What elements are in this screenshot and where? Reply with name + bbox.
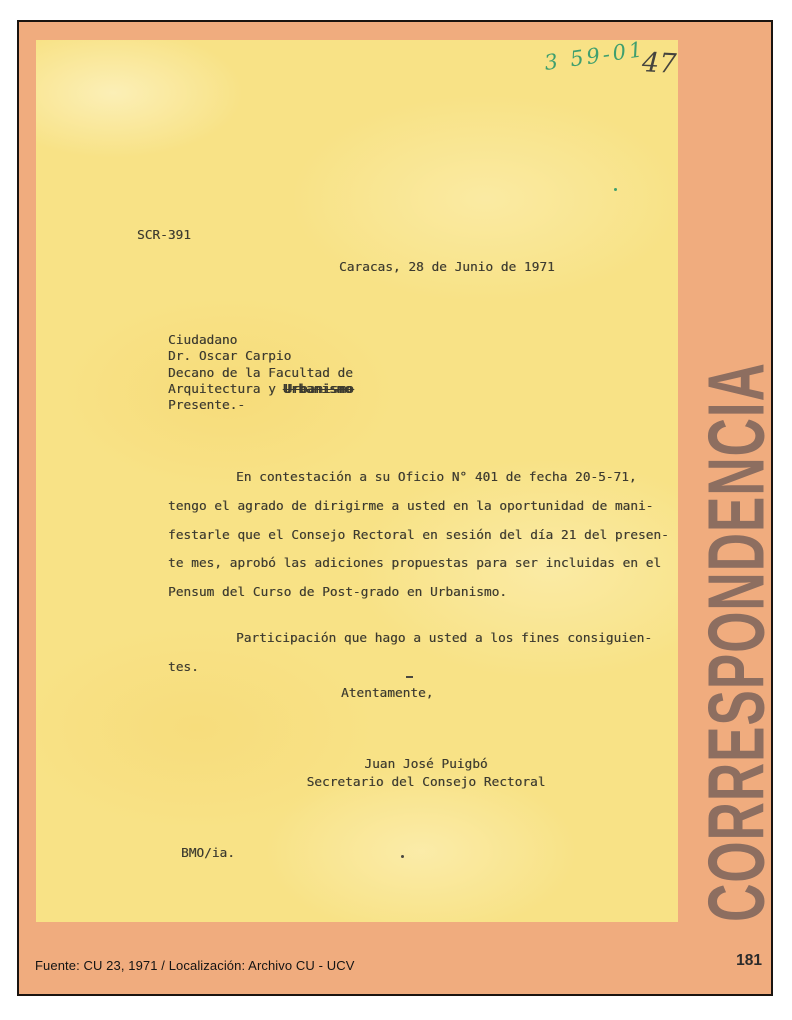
body-paragraph-2 <box>168 625 692 683</box>
stray-ink-mark <box>406 676 413 678</box>
handwritten-folio-number: 47 <box>641 47 678 80</box>
handwritten-archive-code: 3 59-01 <box>542 37 647 75</box>
letter-scan <box>36 37 678 922</box>
letter-dateline: Caracas, 28 de Junio de 1971 <box>339 260 555 275</box>
recipient-block <box>168 333 353 414</box>
typist-initials: BMO/ia. <box>181 846 235 861</box>
stray-ink-mark <box>614 188 617 191</box>
body-line: tes. <box>168 659 199 675</box>
recipient-line4-overstruck: Urbanismo <box>283 381 353 397</box>
letter-reference: SCR-391 <box>137 228 191 243</box>
recipient-line: Decano de la Facultad de <box>168 365 353 381</box>
signer-name: Juan José Puigbó <box>364 757 488 772</box>
body-line: te mes, aprobó las adiciones propuestas para ser incluidas en el <box>168 556 662 572</box>
section-title: CORRESPONDENCIA <box>693 362 782 922</box>
body-line: Participación que hago a usted a los fines consiguien- <box>236 631 653 646</box>
recipient-line <box>168 382 353 398</box>
body-line: festarle que el Consejo Rectoral en sesión del día 21 del presen- <box>168 527 669 543</box>
recipient-line: Dr. Oscar Carpio <box>168 349 292 365</box>
recipient-line4-prefix: Arquitectura y <box>168 381 284 397</box>
stray-ink-mark <box>401 855 404 858</box>
closing-salutation: Atentamente, <box>341 686 434 701</box>
body-line: Pensum del Curso de Post-grado en Urbanismo. <box>168 585 507 601</box>
source-note: Fuente: CU 23, 1971 / Localización: Archivo CU - UCV <box>35 958 355 973</box>
signature-block <box>236 756 616 791</box>
signer-title: Secretario del Consejo Rectoral <box>306 774 546 790</box>
recipient-line: Presente.- <box>168 398 246 414</box>
recipient-line: Ciudadano <box>168 333 238 348</box>
body-line: tengo el agrado de dirigirme a usted en la oportunidad de mani- <box>168 498 654 514</box>
body-line: En contestación a su Oficio N° 401 de fecha 20-5-71, <box>236 470 637 485</box>
plate-background <box>17 20 782 996</box>
page-number: 181 <box>736 952 762 969</box>
body-paragraph-1 <box>168 464 692 608</box>
